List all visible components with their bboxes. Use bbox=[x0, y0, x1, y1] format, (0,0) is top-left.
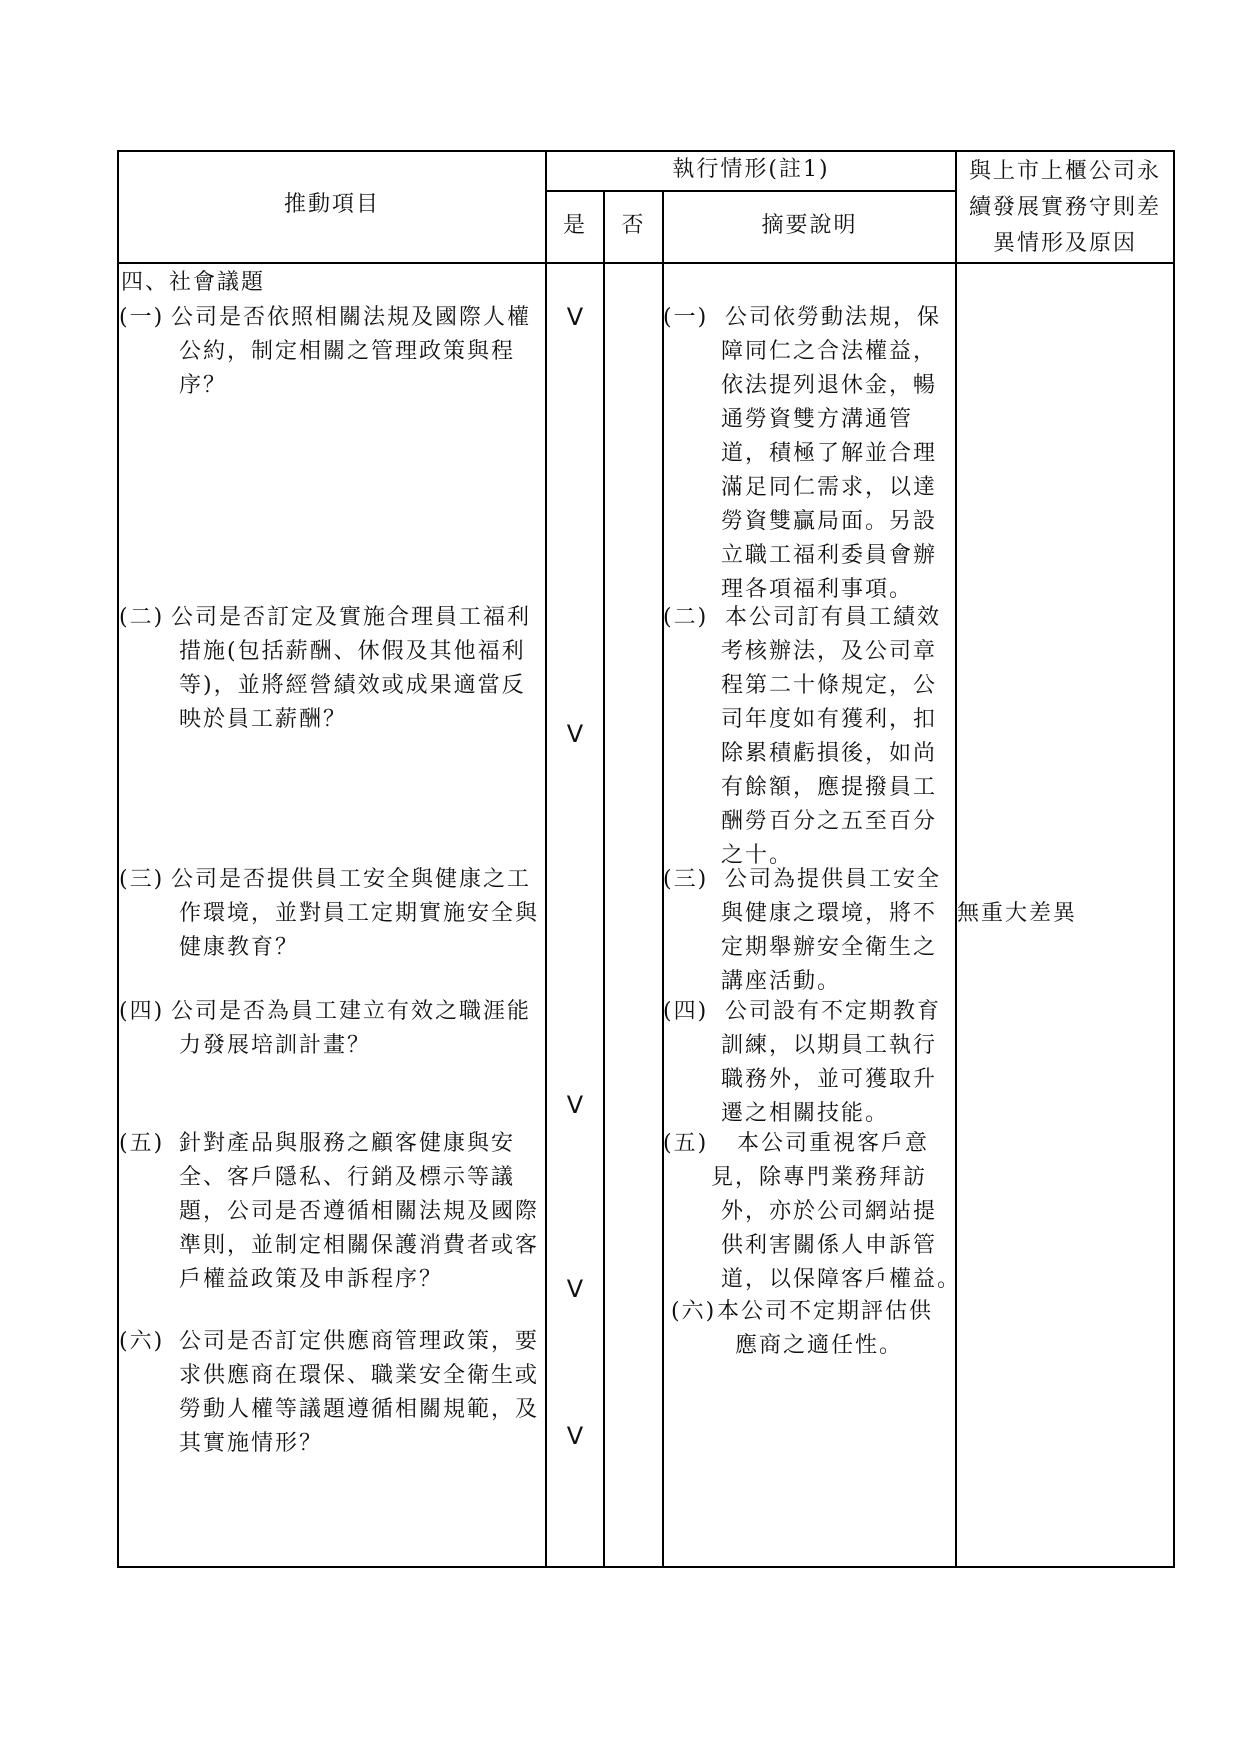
item-question-line: 勞動人權等議題遵循相關規範，及 bbox=[179, 1397, 540, 1422]
summary-label: (一) bbox=[663, 305, 709, 330]
summary-line: 道，以保障客戶權益。 bbox=[721, 1267, 962, 1292]
item-label: (五) bbox=[119, 1131, 165, 1156]
summary-label: (二) bbox=[663, 605, 709, 630]
summary-line: 本公司訂有員工績效 bbox=[725, 605, 942, 630]
item-question-line: 公司是否訂定及實施合理員工福利 bbox=[171, 605, 532, 630]
difference-text: 無重大差異 bbox=[957, 901, 1078, 926]
summary-label: (四) bbox=[663, 999, 709, 1024]
item-question-line: 序？ bbox=[179, 373, 228, 398]
summary-line: 考核辦法，及公司章 bbox=[721, 639, 938, 664]
summary-line: 勞資雙贏局面。另設 bbox=[721, 509, 938, 534]
col-divider-item bbox=[545, 150, 547, 1568]
item-question-line: 措施(包括薪酬、休假及其他福利 bbox=[179, 639, 526, 664]
summary-line: 訓練，以期員工執行 bbox=[721, 1033, 938, 1058]
summary-line: 與健康之環境，將不 bbox=[721, 901, 938, 926]
summary-line: 應商之適任性。 bbox=[735, 1333, 904, 1358]
summary-line: 有餘額，應提撥員工 bbox=[721, 775, 938, 800]
summary-line: 除累積虧損後，如尚 bbox=[721, 741, 938, 766]
summary-line: 理各項福利事項。 bbox=[721, 577, 914, 602]
summary-line: 通勞資雙方溝通管 bbox=[721, 407, 914, 432]
summary-line: 外，亦於公司網站提 bbox=[721, 1199, 938, 1224]
summary-line: 講座活動。 bbox=[721, 969, 842, 994]
item-label: (四) bbox=[119, 999, 165, 1024]
item-question-line: 全、客戶隱私、行銷及標示等議 bbox=[179, 1165, 516, 1190]
item-question-line: 題，公司是否遵循相關法規及國際 bbox=[179, 1199, 540, 1224]
summary-line: 公司依勞動法規，保 bbox=[725, 305, 942, 330]
item-question-line: 求供應商在環保、職業安全衛生或 bbox=[179, 1363, 540, 1388]
header-diff-line: 續發展實務守則差 bbox=[968, 195, 1161, 220]
summary-line: 公司為提供員工安全 bbox=[725, 867, 942, 892]
summary-line: 障同仁之合法權益， bbox=[721, 339, 938, 364]
summary-line: 本公司不定期評估供 bbox=[717, 1299, 934, 1324]
row-divider-header bbox=[117, 262, 1175, 264]
item-question-line: 公司是否提供員工安全與健康之工 bbox=[171, 867, 532, 892]
yes-mark: V bbox=[566, 1422, 584, 1450]
summary-line: 本公司重視客戶意 bbox=[737, 1131, 930, 1156]
item-question-line: 準則，並制定相關保護消費者或客 bbox=[179, 1233, 540, 1258]
summary-line: 之十。 bbox=[721, 843, 794, 868]
item-question-line: 映於員工薪酬？ bbox=[179, 707, 348, 732]
item-question-line: 公司是否依照相關法規及國際人權 bbox=[171, 305, 532, 330]
summary-line: 依法提列退休金，暢 bbox=[721, 373, 938, 398]
item-question-line: 針對產品與服務之顧客健康與安 bbox=[179, 1131, 516, 1156]
item-question-line: 力發展培訓計畫？ bbox=[179, 1033, 372, 1058]
summary-label: (五) bbox=[663, 1131, 709, 1156]
summary-line: 滿足同仁需求，以達 bbox=[721, 475, 938, 500]
yes-mark: V bbox=[566, 720, 584, 748]
item-question-line: 等)，並將經營績效或成果適當反 bbox=[179, 673, 526, 698]
item-label: (三) bbox=[119, 867, 165, 892]
item-question-line: 其實施情形？ bbox=[179, 1431, 324, 1456]
summary-line: 見，除專門業務拜訪 bbox=[711, 1165, 928, 1190]
item-label: (一) bbox=[119, 305, 165, 330]
header-no: 否 bbox=[621, 213, 646, 238]
item-question-line: 公司是否訂定供應商管理政策，要 bbox=[179, 1329, 540, 1354]
summary-line: 酬勞百分之五至百分 bbox=[721, 809, 938, 834]
header-diff-line: 與上市上櫃公司永 bbox=[968, 159, 1161, 184]
yes-mark: V bbox=[566, 1091, 584, 1119]
header-summary: 摘要說明 bbox=[761, 213, 858, 238]
summary-line: 公司設有不定期教育 bbox=[725, 999, 942, 1024]
header-item-col: 推動項目 bbox=[283, 192, 380, 217]
item-question-line: 公司是否為員工建立有效之職涯能 bbox=[171, 999, 532, 1024]
item-label: (二) bbox=[119, 605, 165, 630]
summary-line: 供利害關係人申訴管 bbox=[721, 1233, 938, 1258]
item-label: (六) bbox=[119, 1329, 165, 1354]
summary-line: 道，積極了解並合理 bbox=[721, 441, 938, 466]
header-execution: 執行情形(註1) bbox=[672, 157, 830, 182]
item-question-line: 作環境，並對員工定期實施安全與 bbox=[179, 901, 540, 926]
col-divider-yes bbox=[603, 191, 605, 1568]
item-question-line: 戶權益政策及申訴程序？ bbox=[179, 1267, 444, 1292]
summary-line: 立職工福利委員會辦 bbox=[721, 543, 938, 568]
yes-mark: V bbox=[566, 1275, 584, 1303]
summary-line: 職務外，並可獲取升 bbox=[721, 1067, 938, 1092]
summary-label: (三) bbox=[663, 867, 709, 892]
header-diff-line: 異情形及原因 bbox=[992, 231, 1137, 256]
summary-label: (六) bbox=[671, 1299, 717, 1324]
row-divider-execution bbox=[545, 190, 955, 192]
summary-line: 遷之相關技能。 bbox=[721, 1101, 890, 1126]
header-yes: 是 bbox=[562, 213, 587, 238]
summary-line: 司年度如有獲利，扣 bbox=[721, 707, 938, 732]
col-divider-summary bbox=[955, 150, 957, 1568]
summary-line: 定期舉辦安全衛生之 bbox=[721, 935, 938, 960]
section-title: 四、社會議題 bbox=[121, 270, 266, 295]
item-question-line: 健康教育？ bbox=[179, 935, 300, 960]
summary-line: 程第二十條規定，公 bbox=[721, 673, 938, 698]
item-question-line: 公約，制定相關之管理政策與程 bbox=[179, 339, 516, 364]
yes-mark: V bbox=[566, 303, 584, 331]
